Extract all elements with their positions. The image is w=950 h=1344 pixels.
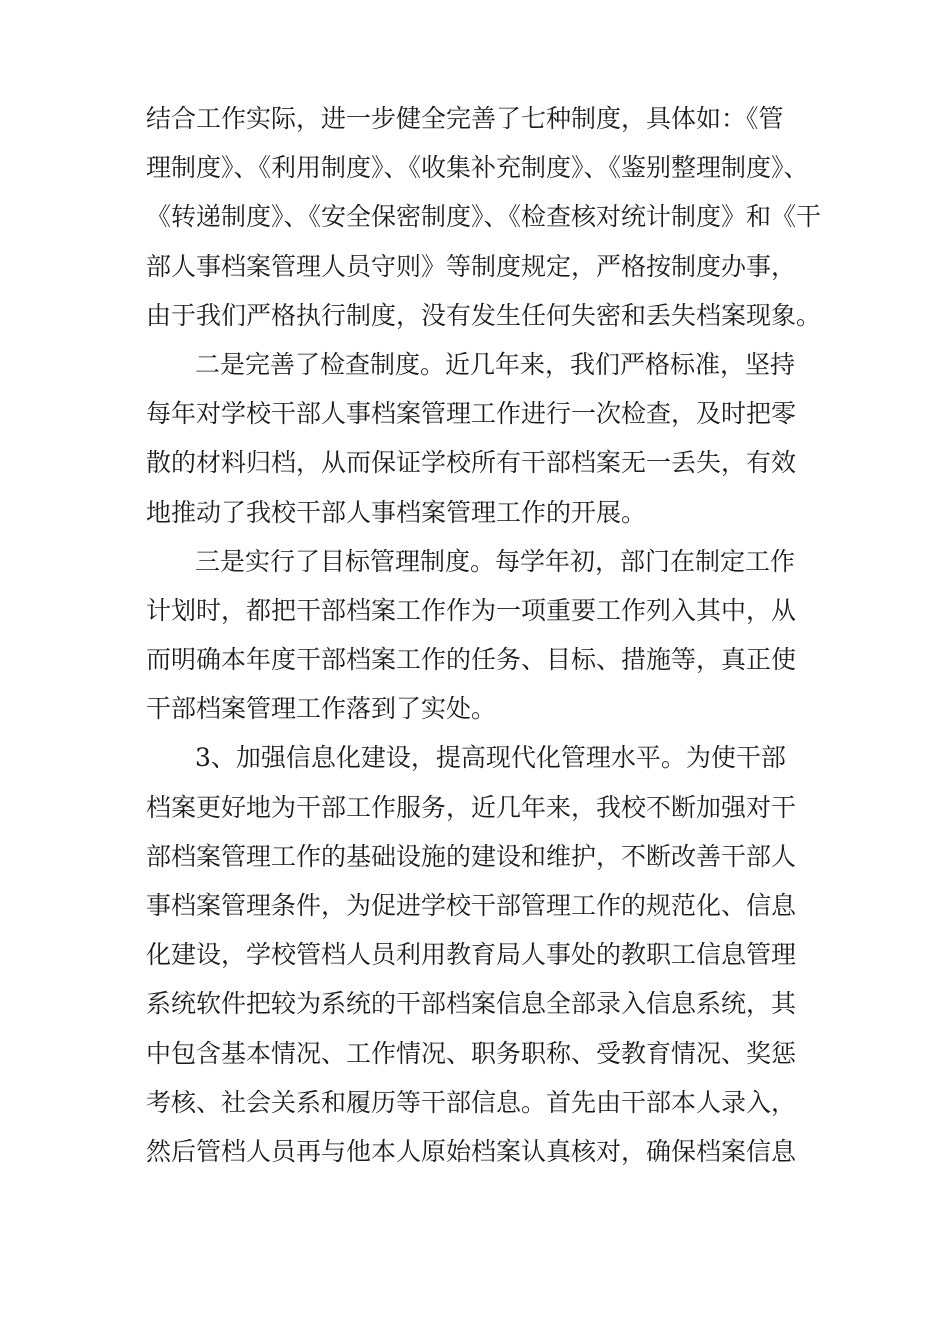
text-line: 系统软件把较为系统的干部档案信息全部录入信息系统，其 [146,989,797,1019]
text-line: 中包含基本情况、工作情况、职务职称、受教育情况、奖惩 [146,1038,797,1068]
text-line: 干部档案管理工作落到了实处。 [146,694,497,724]
text-line: 事档案管理条件，为促进学校干部管理工作的规范化、信息 [146,891,797,920]
text-line: 考核、社会关系和履历等干部信息。首先由干部本人录入， [146,1087,797,1117]
text-line: 化建设，学校管档人员利用教育局人事处的教职工信息管理 [146,940,797,970]
text-line: 理制度》、《利用制度》、《收集补充制度》、《鉴别整理制度》、 [146,153,809,183]
text-line: 部档案管理工作的基础设施的建设和维护，不断改善干部人 [146,841,797,871]
paragraph-start-line: 二是完善了检查制度。近几年来，我们严格标准，坚持 [195,349,796,379]
document-body [146,94,826,1176]
text-line: 部人事档案管理人员守则》等制度规定，严格按制度办事， [146,251,797,281]
text-line: 而明确本年度干部档案工作的任务、目标、措施等，真正使 [146,645,797,675]
text-line: 档案更好地为干部工作服务，近几年来，我校不断加强对干 [146,792,797,822]
text-line: 结合工作实际，进一步健全完善了七种制度，具体如：《管 [146,104,784,133]
text-line: 由于我们严格执行制度，没有发生任何失密和丢失档案现象。 [146,300,822,330]
text-line: 计划时，都把干部档案工作作为一项重要工作列入其中，从 [146,595,797,625]
paragraph-start-line: 三是实行了目标管理制度。每学年初，部门在制定工作 [195,546,796,576]
text-line: 每年对学校干部人事档案管理工作进行一次检查，及时把零 [146,399,797,429]
text-line: 地推动了我校干部人事档案管理工作的开展。 [146,497,647,527]
text-line: 然后管档人员再与他本人原始档案认真核对，确保档案信息 [146,1136,797,1166]
text-line: 散的材料归档，从而保证学校所有干部档案无一丢失，有效 [146,448,797,478]
text-line: 《转递制度》、《安全保密制度》、《检查核对统计制度》和《干 [146,202,822,232]
paragraph-start-line: 3、加强信息化建设，提高现代化管理水平。为使干部 [195,743,786,773]
